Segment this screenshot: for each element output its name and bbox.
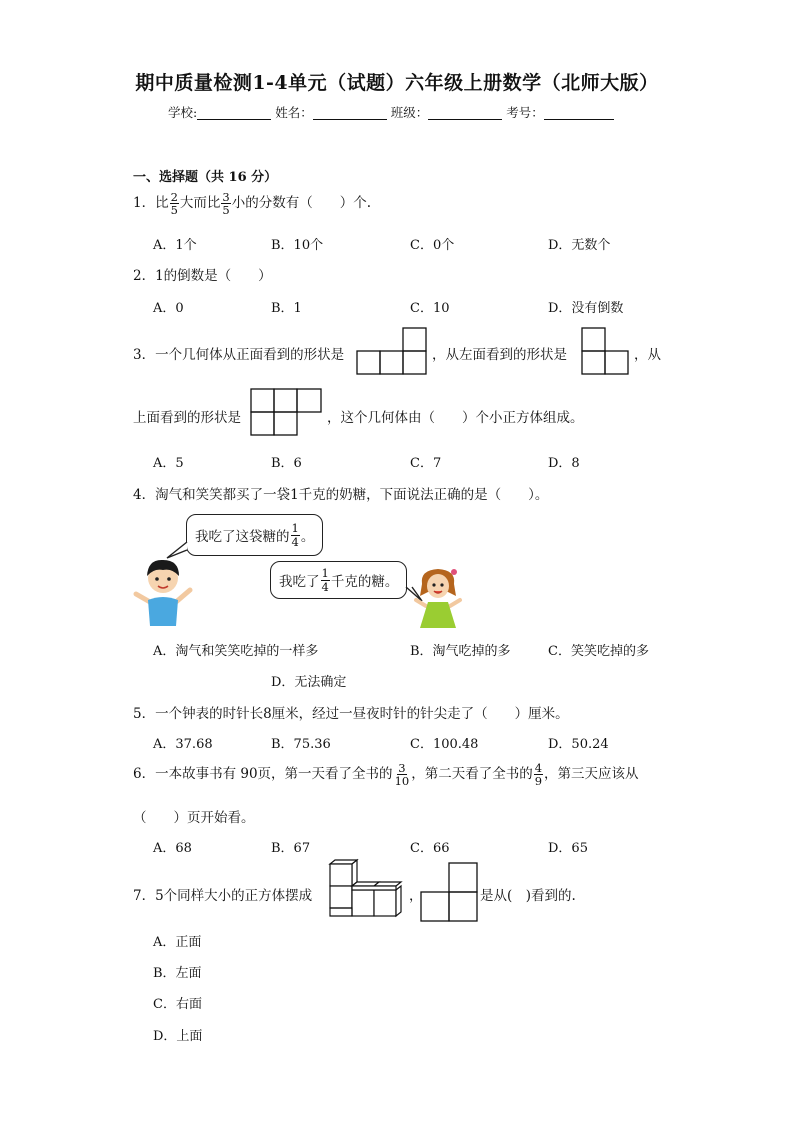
fraction-4-9: $\frac{4}{9}$ (534, 761, 543, 789)
question-2: 2．1的倒数是（ ） (133, 268, 272, 284)
q1-option-d[interactable]: D．无数个 (548, 238, 611, 253)
q3-text-2: ，从左面看到的形状是 (432, 347, 567, 363)
q6-option-a[interactable]: A．68 (153, 841, 192, 856)
question-4: 4．淘气和笑笑都买了一袋1千克的奶糖，下面说法正确的是（ ）。 (133, 487, 549, 503)
fraction-3-10: $\frac{3}{10}$ (394, 761, 410, 789)
class-label: 班级： (390, 105, 429, 120)
q3-text-4: 上面看到的形状是 (133, 410, 241, 426)
question-1 (133, 191, 371, 216)
q3-option-b[interactable]: B．6 (271, 456, 302, 471)
xiaoxiao-speech-bubble: 我吃了 $\frac{1}{4}$ 千克的糖。 (270, 561, 407, 599)
section-heading: 一、选择题（共 16 分） (133, 170, 278, 185)
fraction-1-4-kg: $\frac{1}{4}$ (321, 566, 329, 594)
q5-option-a[interactable]: A．37.68 (153, 737, 213, 752)
q3-text-5: ，这个几何体由（ ）个小正方体组成。 (327, 410, 584, 426)
q4-option-a[interactable]: A．淘气和笑笑吃掉的一样多 (153, 644, 319, 659)
q3-text-3: ，从 (634, 347, 661, 363)
front-view-figure (356, 327, 428, 375)
school-blank[interactable] (197, 105, 271, 120)
q1-option-c[interactable]: C．0个 (410, 238, 455, 253)
q7-option-c[interactable]: C．右面 (153, 997, 202, 1012)
name-label: 姓名： (275, 105, 313, 120)
q1-text-3: 小的分数有（ ）个. (231, 195, 372, 212)
q7-text-3: 是从( )看到的. (480, 888, 576, 904)
q4-option-b[interactable]: B．淘气吃掉的多 (410, 644, 511, 659)
left-view-figure (581, 327, 631, 375)
q7-option-d[interactable]: D．上面 (153, 1029, 203, 1044)
q5-option-d[interactable]: D．50.24 (548, 737, 609, 752)
taoqi-speech-bubble: 我吃了这袋糖的 $\frac{1}{4}$ 。 (186, 514, 323, 556)
q3-option-a[interactable]: A．5 (153, 456, 184, 471)
page-title: 期中质量检测1-4单元（试题）六年级上册数学（北师大版） (135, 72, 659, 94)
q6-option-d[interactable]: D．65 (548, 841, 588, 856)
q3-text-1: 3．一个几何体从正面看到的形状是 (133, 347, 345, 363)
q3-option-d[interactable]: D．8 (548, 456, 580, 471)
exam-number-label: 考号： (506, 105, 544, 120)
girl-illustration (410, 566, 466, 630)
question-5: 5．一个钟表的时针长8厘米，经过一昼夜时针的针尖走了（ ）厘米。 (133, 706, 569, 722)
top-view-figure (250, 388, 324, 436)
q1-option-b[interactable]: B．10个 (271, 238, 324, 253)
cube-stack-figure (325, 860, 407, 922)
q1-text-2: 大而比 (179, 195, 221, 212)
fraction-1-4: $\frac{1}{4}$ (291, 521, 299, 549)
fraction-3-5: $\frac{3}{5}$ (222, 190, 230, 218)
q3-option-c[interactable]: C．7 (410, 456, 442, 471)
q2-option-c[interactable]: C．10 (410, 301, 450, 316)
q2-option-a[interactable]: A．0 (153, 301, 184, 316)
q5-option-c[interactable]: C．100.48 (410, 737, 479, 752)
q7-option-b[interactable]: B．左面 (153, 966, 202, 981)
q4-option-c[interactable]: C．笑笑吃掉的多 (548, 644, 649, 659)
name-blank[interactable] (313, 105, 387, 120)
q2-option-b[interactable]: B．1 (271, 301, 302, 316)
q1-option-a[interactable]: A．1个 (153, 238, 197, 253)
q6-text-1: 6．一本故事书有 90页，第一天看了全书的 (133, 766, 393, 783)
q6-option-b[interactable]: B．67 (271, 841, 311, 856)
q6-option-c[interactable]: C．66 (410, 841, 450, 856)
q6-text-2: ，第二天看了全书的 (411, 766, 533, 783)
q2-option-d[interactable]: D．没有倒数 (548, 301, 624, 316)
q4-option-d[interactable]: D．无法确定 (271, 675, 347, 690)
school-label: 学校: (168, 105, 198, 120)
q7-text-2: ， (409, 888, 423, 904)
q7-option-a[interactable]: A．正面 (153, 935, 202, 950)
student-info-line (168, 103, 614, 121)
question-6 (133, 762, 639, 787)
q1-text-1: 1．比 (133, 195, 169, 212)
q6-text-line2: （ ）页开始看。 (133, 810, 255, 826)
q5-option-b[interactable]: B．75.36 (271, 737, 331, 752)
q7-text-1: 7．5个同样大小的正方体摆成 (133, 888, 313, 904)
class-blank[interactable] (428, 105, 502, 120)
view-figure (420, 862, 480, 922)
exam-number-blank[interactable] (544, 105, 614, 120)
q6-text-3: ，第三天应该从 (544, 766, 639, 783)
fraction-2-5: $\frac{2}{5}$ (170, 190, 178, 218)
boy-illustration (132, 556, 194, 628)
